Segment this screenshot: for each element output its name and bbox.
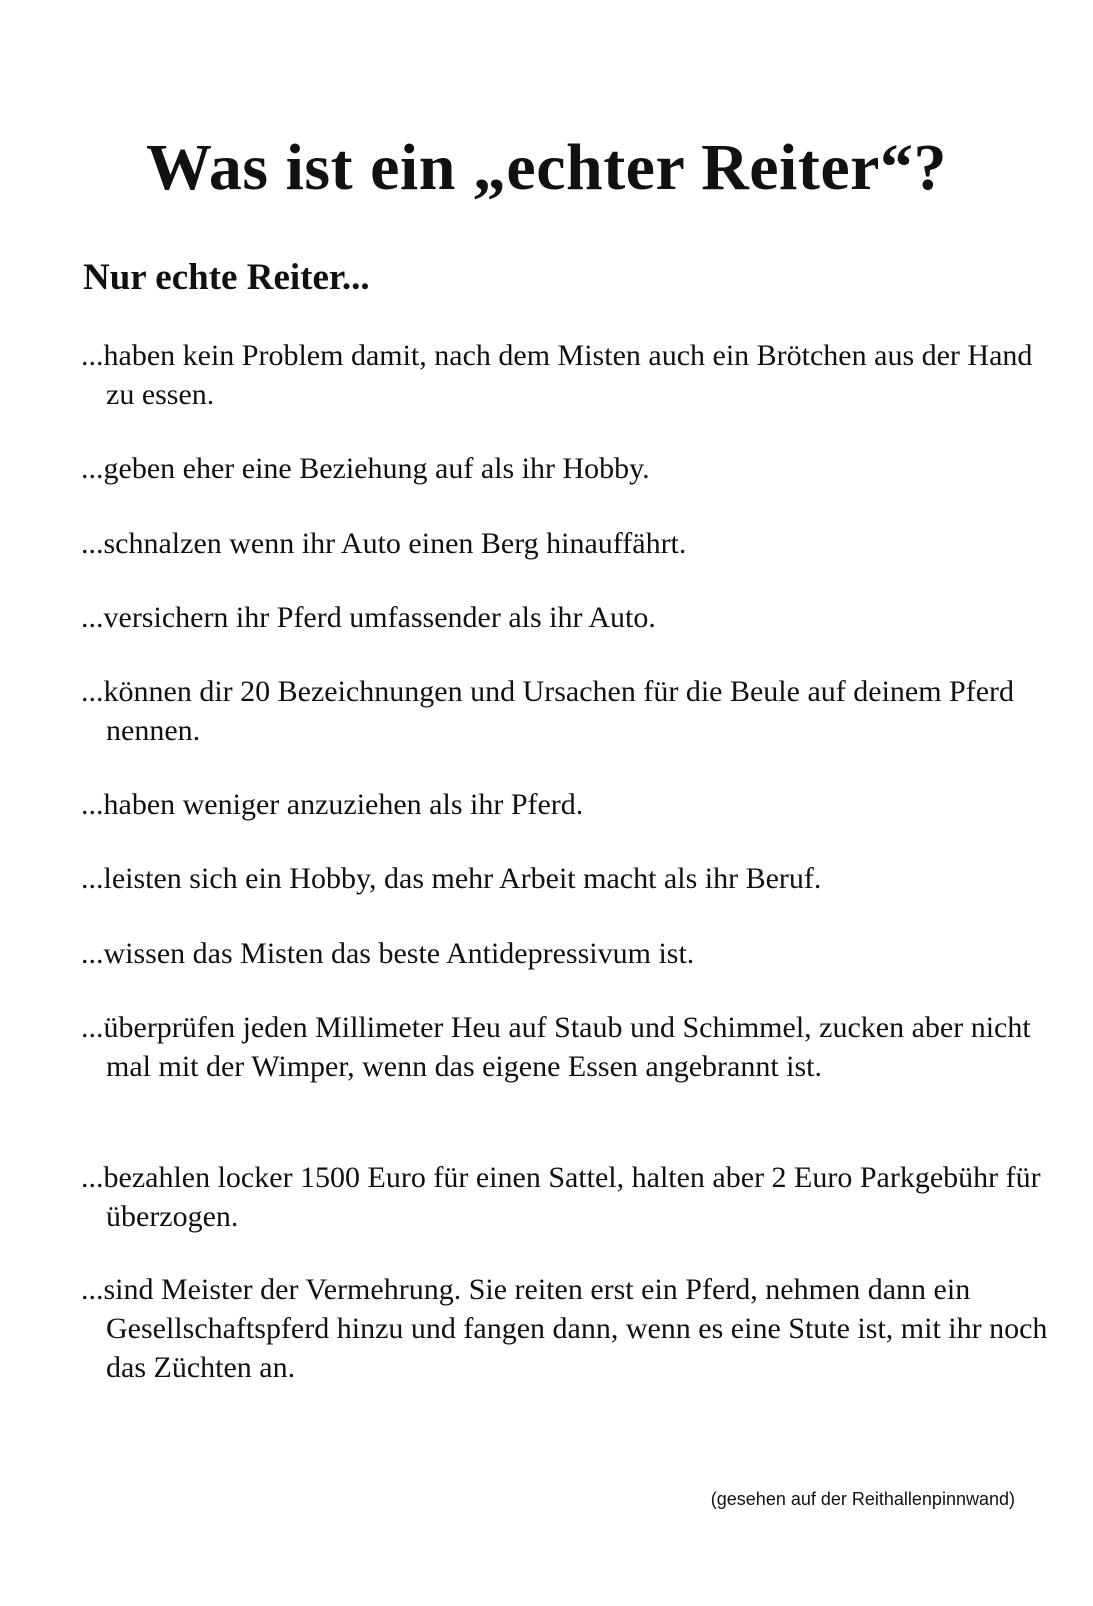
list-item: ...versichern ihr Pferd umfassender als ihr Auto. — [81, 601, 656, 634]
list-item: ...sind Meister der Vermehrung. Sie reiten erst ein Pferd, nehmen dann ein Gesellschaftspferd hinzu und fangen dann, wenn es eine Stute ist, mit ihr noch das Züchten an. — [81, 1273, 1048, 1384]
list-item: ...leisten sich ein Hobby, das mehr Arbeit macht als ihr Beruf. — [81, 862, 822, 895]
list-item: ...geben eher eine Beziehung auf als ihr Hobby. — [81, 452, 650, 485]
list-item: ...schnalzen wenn ihr Auto einen Berg hinauffährt. — [81, 527, 687, 560]
source-note: (gesehen auf der Reithallenpinnwand) — [710, 1489, 1015, 1509]
page-title: Was ist ein „echter Reiter“? — [146, 131, 947, 204]
list-item: ...können dir 20 Bezeichnungen und Ursachen für die Beule auf deinem Pferd nennen. — [81, 675, 1015, 747]
list-item: ...überprüfen jeden Millimeter Heu auf Staub und Schimmel, zucken aber nicht mal mit der Wimper, wenn das eigene Essen angebrannt ist. — [81, 1011, 1031, 1083]
list-item: ...wissen das Misten das beste Antidepressivum ist. — [81, 937, 695, 970]
list-item: ...bezahlen locker 1500 Euro für einen Sattel, halten aber 2 Euro Parkgebühr für überzogen. — [81, 1161, 1041, 1233]
list-item: ...haben kein Problem damit, nach dem Misten auch ein Brötchen aus der Hand zu essen. — [81, 339, 1033, 411]
list-item: ...haben weniger anzuziehen als ihr Pferd. — [81, 788, 584, 821]
page-subtitle: Nur echte Reiter... — [83, 257, 370, 298]
